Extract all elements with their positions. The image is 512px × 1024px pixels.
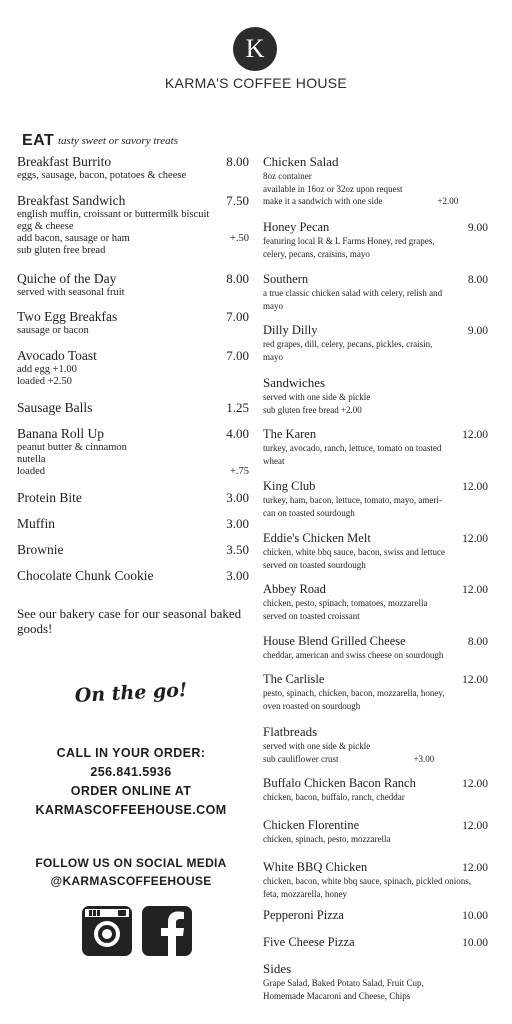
section-desc: Homemade Macaroni and Cheese, Chips	[263, 990, 411, 1001]
item-name: Protein Bite	[17, 490, 82, 505]
item-desc: mayo	[263, 300, 283, 311]
item-name: Breakfast Burrito	[17, 154, 112, 169]
item-price: 8.00	[467, 274, 488, 286]
addon-text: loaded	[17, 466, 45, 477]
item-desc: red grapes, dill, celery, pecans, pickles, craisin,	[263, 339, 433, 349]
item-price: 12.00	[462, 778, 488, 790]
menu-item	[263, 634, 488, 662]
menu-item	[17, 516, 249, 532]
eat-heading: EAT	[22, 132, 55, 149]
social-icons	[82, 906, 192, 956]
item-name: Buffalo Chicken Bacon Ranch	[263, 776, 416, 790]
section-title: Chicken Salad	[263, 154, 339, 169]
menu-item	[263, 818, 488, 846]
social-info	[0, 854, 262, 890]
lunch-menu-column	[263, 0, 488, 1024]
item-name: Chocolate Chunk Cookie	[17, 568, 154, 583]
item-name: Breakfast Sandwich	[17, 193, 126, 208]
addon-price: +.75	[229, 466, 249, 477]
brand-name: KARMA'S COFFEE HOUSE	[164, 75, 348, 91]
section-desc: served with one side & pickle	[263, 741, 371, 751]
menu-item	[263, 935, 488, 950]
menu-item	[263, 272, 488, 312]
menu-item	[263, 582, 488, 622]
section-title: Sandwiches	[263, 375, 326, 390]
item-price: 12.00	[462, 674, 488, 686]
eat-menu-column	[17, 0, 249, 600]
section-desc: served with one side & pickle	[263, 392, 371, 402]
item-price: 10.00	[462, 937, 488, 949]
section-title: Sides	[263, 961, 292, 976]
logo-letter: K	[245, 34, 265, 63]
addon-price: +3.00	[413, 753, 435, 764]
item-desc: pesto, spinach, chicken, bacon, mozzarella, honey,	[263, 688, 445, 698]
instagram-icon[interactable]	[82, 906, 132, 956]
item-name: Pepperoni Pizza	[263, 908, 344, 922]
menu-item	[263, 908, 488, 923]
item-price: 8.00	[226, 154, 249, 169]
item-desc: add egg +1.00	[17, 364, 77, 375]
menu-item	[263, 776, 488, 804]
item-desc: eggs, sausage, bacon, potatoes & cheese	[17, 170, 187, 181]
item-desc: egg & cheese	[17, 221, 74, 232]
section-desc: Grape Salad, Baked Potato Salad, Fruit Cup,	[263, 978, 424, 988]
section-desc: 8oz container	[263, 171, 312, 181]
item-price: 3.00	[226, 568, 249, 583]
item-desc: featuring local R & L Farms Honey, red grapes,	[263, 236, 435, 246]
item-desc: sausage or bacon	[17, 325, 89, 336]
item-desc: sub gluten free bread	[17, 245, 106, 256]
flatbreads-section	[263, 724, 488, 765]
item-name: Avocado Toast	[17, 348, 97, 363]
item-price: 12.00	[462, 481, 488, 493]
section-addon	[263, 753, 488, 766]
order-online-text: ORDER ONLINE AT	[70, 784, 192, 798]
menu-item	[17, 568, 249, 584]
chicken-salad-section	[263, 154, 488, 208]
item-price: 3.00	[226, 490, 249, 505]
item-price: 12.00	[462, 429, 488, 441]
item-name: Abbey Road	[263, 582, 326, 596]
order-info	[0, 744, 262, 820]
item-price: 8.00	[467, 636, 488, 648]
item-name: Five Cheese Pizza	[263, 935, 355, 949]
follow-text: FOLLOW US ON SOCIAL MEDIA	[35, 856, 227, 870]
addon-price: +2.00	[437, 196, 459, 206]
facebook-icon[interactable]	[142, 906, 192, 956]
item-desc: chicken, spinach, pesto, mozzarella	[263, 834, 391, 844]
addon-text: sub cauliflower crust	[263, 753, 339, 764]
item-desc: served with seasonal fruit	[17, 287, 125, 298]
item-name: The Karen	[263, 427, 317, 441]
item-desc: served on toasted croissant	[263, 610, 360, 621]
item-desc: served on toasted sourdough	[263, 559, 366, 570]
item-desc: chicken, white bbq sauce, bacon, swiss and lettuce	[263, 547, 445, 557]
item-price: 3.00	[226, 516, 249, 531]
social-handle[interactable]: @KARMASCOFFEEHOUSE	[50, 874, 212, 888]
menu-item	[17, 348, 249, 388]
item-desc: feta, mozzarella, honey	[263, 888, 347, 899]
item-desc: chicken, bacon, buffalo, ranch, cheddar	[263, 792, 405, 802]
item-desc: wheat	[263, 455, 285, 466]
item-name: Quiche of the Day	[17, 271, 117, 286]
item-name: House Blend Grilled Cheese	[263, 634, 406, 648]
item-price: 7.00	[226, 348, 249, 363]
section-desc: sub gluten free bread +2.00	[263, 404, 362, 415]
section-desc: available in 16oz or 32oz upon request	[263, 183, 403, 194]
section-addon	[263, 195, 488, 208]
menu-item	[17, 309, 249, 337]
item-price: 9.00	[467, 222, 488, 234]
item-desc: turkey, avocado, ranch, lettuce, tomato on toasted	[263, 443, 442, 453]
item-name: Brownie	[17, 542, 64, 557]
menu-item	[17, 271, 249, 299]
item-desc: english muffin, croissant or buttermilk biscuit	[17, 209, 210, 220]
item-price: 12.00	[462, 820, 488, 832]
call-order-text: CALL IN YOUR ORDER:	[56, 746, 206, 760]
sandwiches-section	[263, 375, 488, 416]
section-title: Flatbreads	[263, 724, 318, 739]
item-price: 10.00	[462, 910, 488, 922]
item-name: Banana Roll Up	[17, 426, 104, 441]
menu-item	[263, 479, 488, 519]
item-desc: peanut butter & cinnamon	[17, 442, 127, 453]
item-desc: chicken, pesto, spinach, tomatoes, mozzarella	[263, 598, 428, 608]
item-desc: oven roasted on sourdough	[263, 700, 361, 711]
item-name: Chicken Florentine	[263, 818, 360, 832]
item-desc: celery, pecans, craisins, mayo	[263, 248, 370, 259]
menu-item	[17, 193, 249, 257]
addon-text: add bacon, sausage or ham	[17, 233, 130, 244]
item-desc: chicken, bacon, white bbq sauce, spinach, pickled onions,	[263, 876, 471, 886]
item-name: Honey Pecan	[263, 220, 330, 234]
item-desc: loaded +2.50	[17, 376, 72, 387]
item-name: White BBQ Chicken	[263, 860, 368, 874]
item-addon	[17, 466, 249, 478]
sides-section	[263, 961, 488, 1002]
addon-price: +.50	[229, 233, 249, 244]
item-price: 7.50	[226, 193, 249, 208]
menu-item	[263, 860, 488, 900]
item-addon	[17, 233, 249, 245]
item-desc: cheddar, american and swiss cheese on sourdough	[263, 650, 444, 660]
on-the-go-heading: On the go!	[74, 679, 188, 707]
item-name: Muffin	[17, 516, 56, 531]
addon-text: make it a sandwich with one side	[263, 196, 383, 206]
item-name: Dilly Dilly	[263, 323, 318, 337]
item-price: 1.25	[226, 400, 249, 415]
eat-tagline: tasty sweet or savory treats	[58, 135, 178, 147]
item-name: Sausage Balls	[17, 400, 93, 415]
menu-item	[263, 220, 488, 260]
menu-item	[263, 672, 488, 712]
item-price: 7.00	[226, 309, 249, 324]
menu-item	[263, 323, 488, 363]
menu-item	[263, 531, 488, 571]
item-name: King Club	[263, 479, 316, 493]
item-desc: mayo	[263, 351, 283, 362]
bakery-note: See our bakery case for our seasonal baked goods!	[17, 606, 242, 636]
phone-number[interactable]: 256.841.5936	[90, 765, 172, 779]
item-name: Two Egg Breakfas	[17, 309, 118, 324]
website-link[interactable]: KARMASCOFFEEHOUSE.COM	[35, 803, 227, 817]
item-price: 9.00	[467, 325, 488, 337]
menu-item	[17, 426, 249, 478]
item-name: The Carlisle	[263, 672, 325, 686]
item-desc: a true classic chicken salad with celery, relish and	[263, 288, 443, 298]
item-name: Southern	[263, 272, 309, 286]
item-price: 12.00	[462, 862, 488, 874]
item-desc: can on toasted sourdough	[263, 507, 355, 518]
item-desc: nutella	[17, 454, 46, 465]
item-price: 4.00	[226, 426, 249, 441]
item-price: 8.00	[226, 271, 249, 286]
menu-item	[17, 400, 249, 416]
menu-item	[263, 427, 488, 467]
item-price: 12.00	[462, 533, 488, 545]
menu-item	[17, 490, 249, 506]
item-name: Eddie's Chicken Melt	[263, 531, 371, 545]
item-price: 3.50	[226, 542, 249, 557]
menu-item	[17, 542, 249, 558]
item-desc: turkey, ham, bacon, lettuce, tomato, mayo, ameri-	[263, 495, 442, 505]
item-price: 12.00	[462, 584, 488, 596]
menu-item	[17, 154, 249, 182]
